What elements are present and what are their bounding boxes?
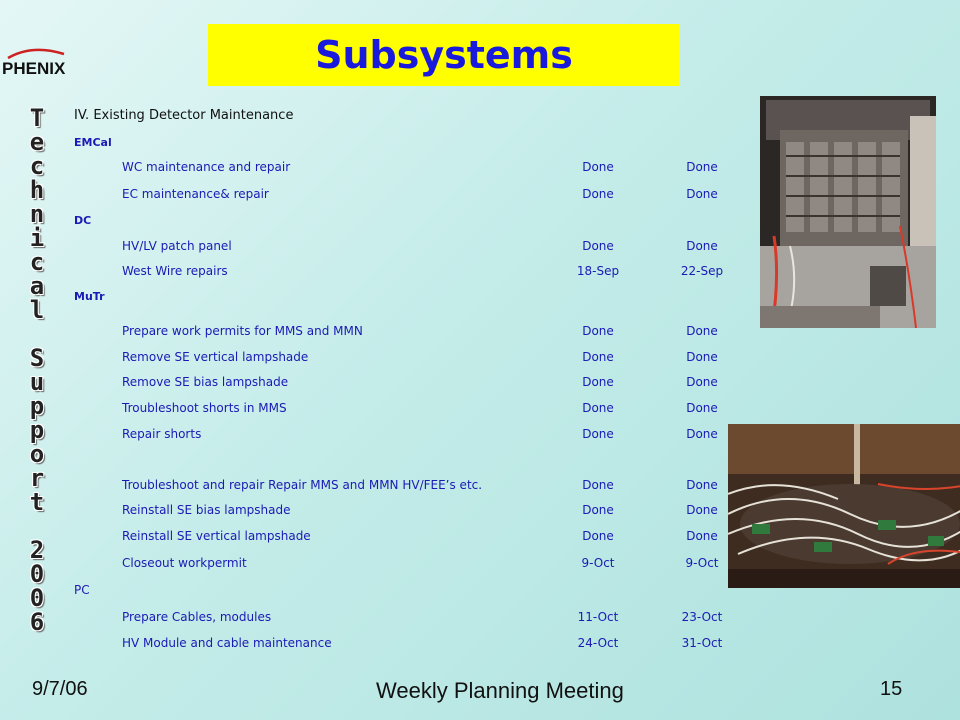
vertical-title-letter: 0 [29, 560, 45, 588]
end-status: Done [686, 503, 718, 517]
task-label: Troubleshoot shorts in MMS [122, 401, 287, 415]
vertical-title-letter: a [29, 272, 45, 300]
end-status: 22-Sep [680, 264, 724, 278]
section-emcal: EMCal [74, 136, 112, 149]
end-status: 23-Oct [681, 610, 723, 624]
end-status: 31-Oct [681, 636, 723, 650]
task-label: Reinstall SE bias lampshade [122, 503, 291, 517]
table-row [122, 636, 732, 652]
start-status: Done [582, 324, 614, 338]
vertical-title-letter: u [29, 368, 45, 396]
slide-title: Subsystems [315, 33, 573, 77]
start-status: Done [582, 529, 614, 543]
start-status: Done [582, 350, 614, 364]
vertical-title-letter: S [29, 344, 45, 372]
end-status: Done [686, 160, 718, 174]
vertical-title-letter: p [29, 392, 45, 420]
task-label: Closeout workpermit [122, 556, 247, 570]
page-number: 15 [880, 678, 903, 700]
end-status: Done [686, 187, 718, 201]
task-label: Troubleshoot and repair Repair MMS and MMN HV/FEE’s etc. [122, 478, 483, 492]
table-row [122, 556, 732, 572]
task-label: HV/LV patch panel [122, 239, 232, 253]
logo-text: PHENIX [2, 59, 66, 78]
end-status: Done [686, 427, 718, 441]
table-row [122, 375, 732, 391]
vertical-title-letter: p [29, 416, 45, 444]
start-status: Done [582, 187, 614, 201]
vertical-title-letter: r [29, 464, 45, 492]
vertical-title-letter: i [29, 224, 45, 252]
end-status: Done [686, 529, 718, 543]
table-row [122, 324, 732, 340]
vertical-title-letter: 2 [29, 536, 45, 564]
title-box [208, 24, 680, 86]
table-row [122, 503, 732, 519]
footer-meeting-title: Weekly Planning Meeting [376, 678, 624, 703]
table-row [122, 610, 732, 626]
table-row [122, 187, 732, 203]
vertical-title-letter: 6 [29, 608, 45, 636]
start-status: 9-Oct [581, 556, 615, 570]
end-status: Done [686, 375, 718, 389]
task-label: Reinstall SE vertical lampshade [122, 529, 311, 543]
section-mutr: MuTr [74, 290, 105, 303]
table-row [122, 401, 732, 417]
start-status: Done [582, 427, 614, 441]
start-status: Done [582, 239, 614, 253]
task-label: EC maintenance& repair [122, 187, 269, 201]
table-row [122, 239, 732, 255]
vertical-title [20, 106, 54, 634]
vertical-title-letter: n [29, 200, 45, 228]
section-pc: PC [74, 583, 90, 597]
section-dc: DC [74, 214, 92, 227]
table-row [122, 427, 732, 443]
end-status: Done [686, 239, 718, 253]
vertical-title-letter: h [29, 176, 45, 204]
vertical-title-letter: o [29, 440, 45, 468]
vertical-title-letter: t [29, 488, 45, 516]
vertical-title-letter: l [29, 296, 45, 324]
cabling-photo [728, 424, 960, 588]
end-status: Done [686, 401, 718, 415]
table-row [122, 160, 732, 176]
task-label: HV Module and cable maintenance [122, 636, 332, 650]
table-row [122, 350, 732, 366]
start-status: 11-Oct [577, 610, 619, 624]
task-label: Remove SE bias lampshade [122, 375, 289, 389]
vertical-title-letter: T [29, 104, 45, 132]
section-heading: IV. Existing Detector Maintenance [74, 108, 294, 123]
task-label: WC maintenance and repair [122, 160, 291, 174]
end-status: 9-Oct [685, 556, 719, 570]
task-label: Prepare work permits for MMS and MMN [122, 324, 363, 338]
footer-date: 9/7/06 [32, 678, 88, 700]
task-label: West Wire repairs [122, 264, 228, 278]
table-row [122, 529, 732, 545]
start-status: Done [582, 503, 614, 517]
task-label: Repair shorts [122, 427, 202, 441]
start-status: Done [582, 401, 614, 415]
table-row [122, 478, 732, 494]
table-row [122, 264, 732, 280]
start-status: 18-Sep [576, 264, 620, 278]
start-status: Done [582, 375, 614, 389]
vertical-title-letter: 0 [29, 584, 45, 612]
task-label: Remove SE vertical lampshade [122, 350, 309, 364]
start-status: 24-Oct [577, 636, 619, 650]
end-status: Done [686, 478, 718, 492]
end-status: Done [686, 324, 718, 338]
detector-photo [760, 96, 936, 328]
start-status: Done [582, 478, 614, 492]
vertical-title-letter: e [29, 128, 45, 156]
start-status: Done [582, 160, 614, 174]
task-label: Prepare Cables, modules [122, 610, 272, 624]
phenix-logo [2, 44, 102, 84]
end-status: Done [686, 350, 718, 364]
vertical-title-letter: c [29, 152, 45, 180]
vertical-title-letter: c [29, 248, 45, 276]
